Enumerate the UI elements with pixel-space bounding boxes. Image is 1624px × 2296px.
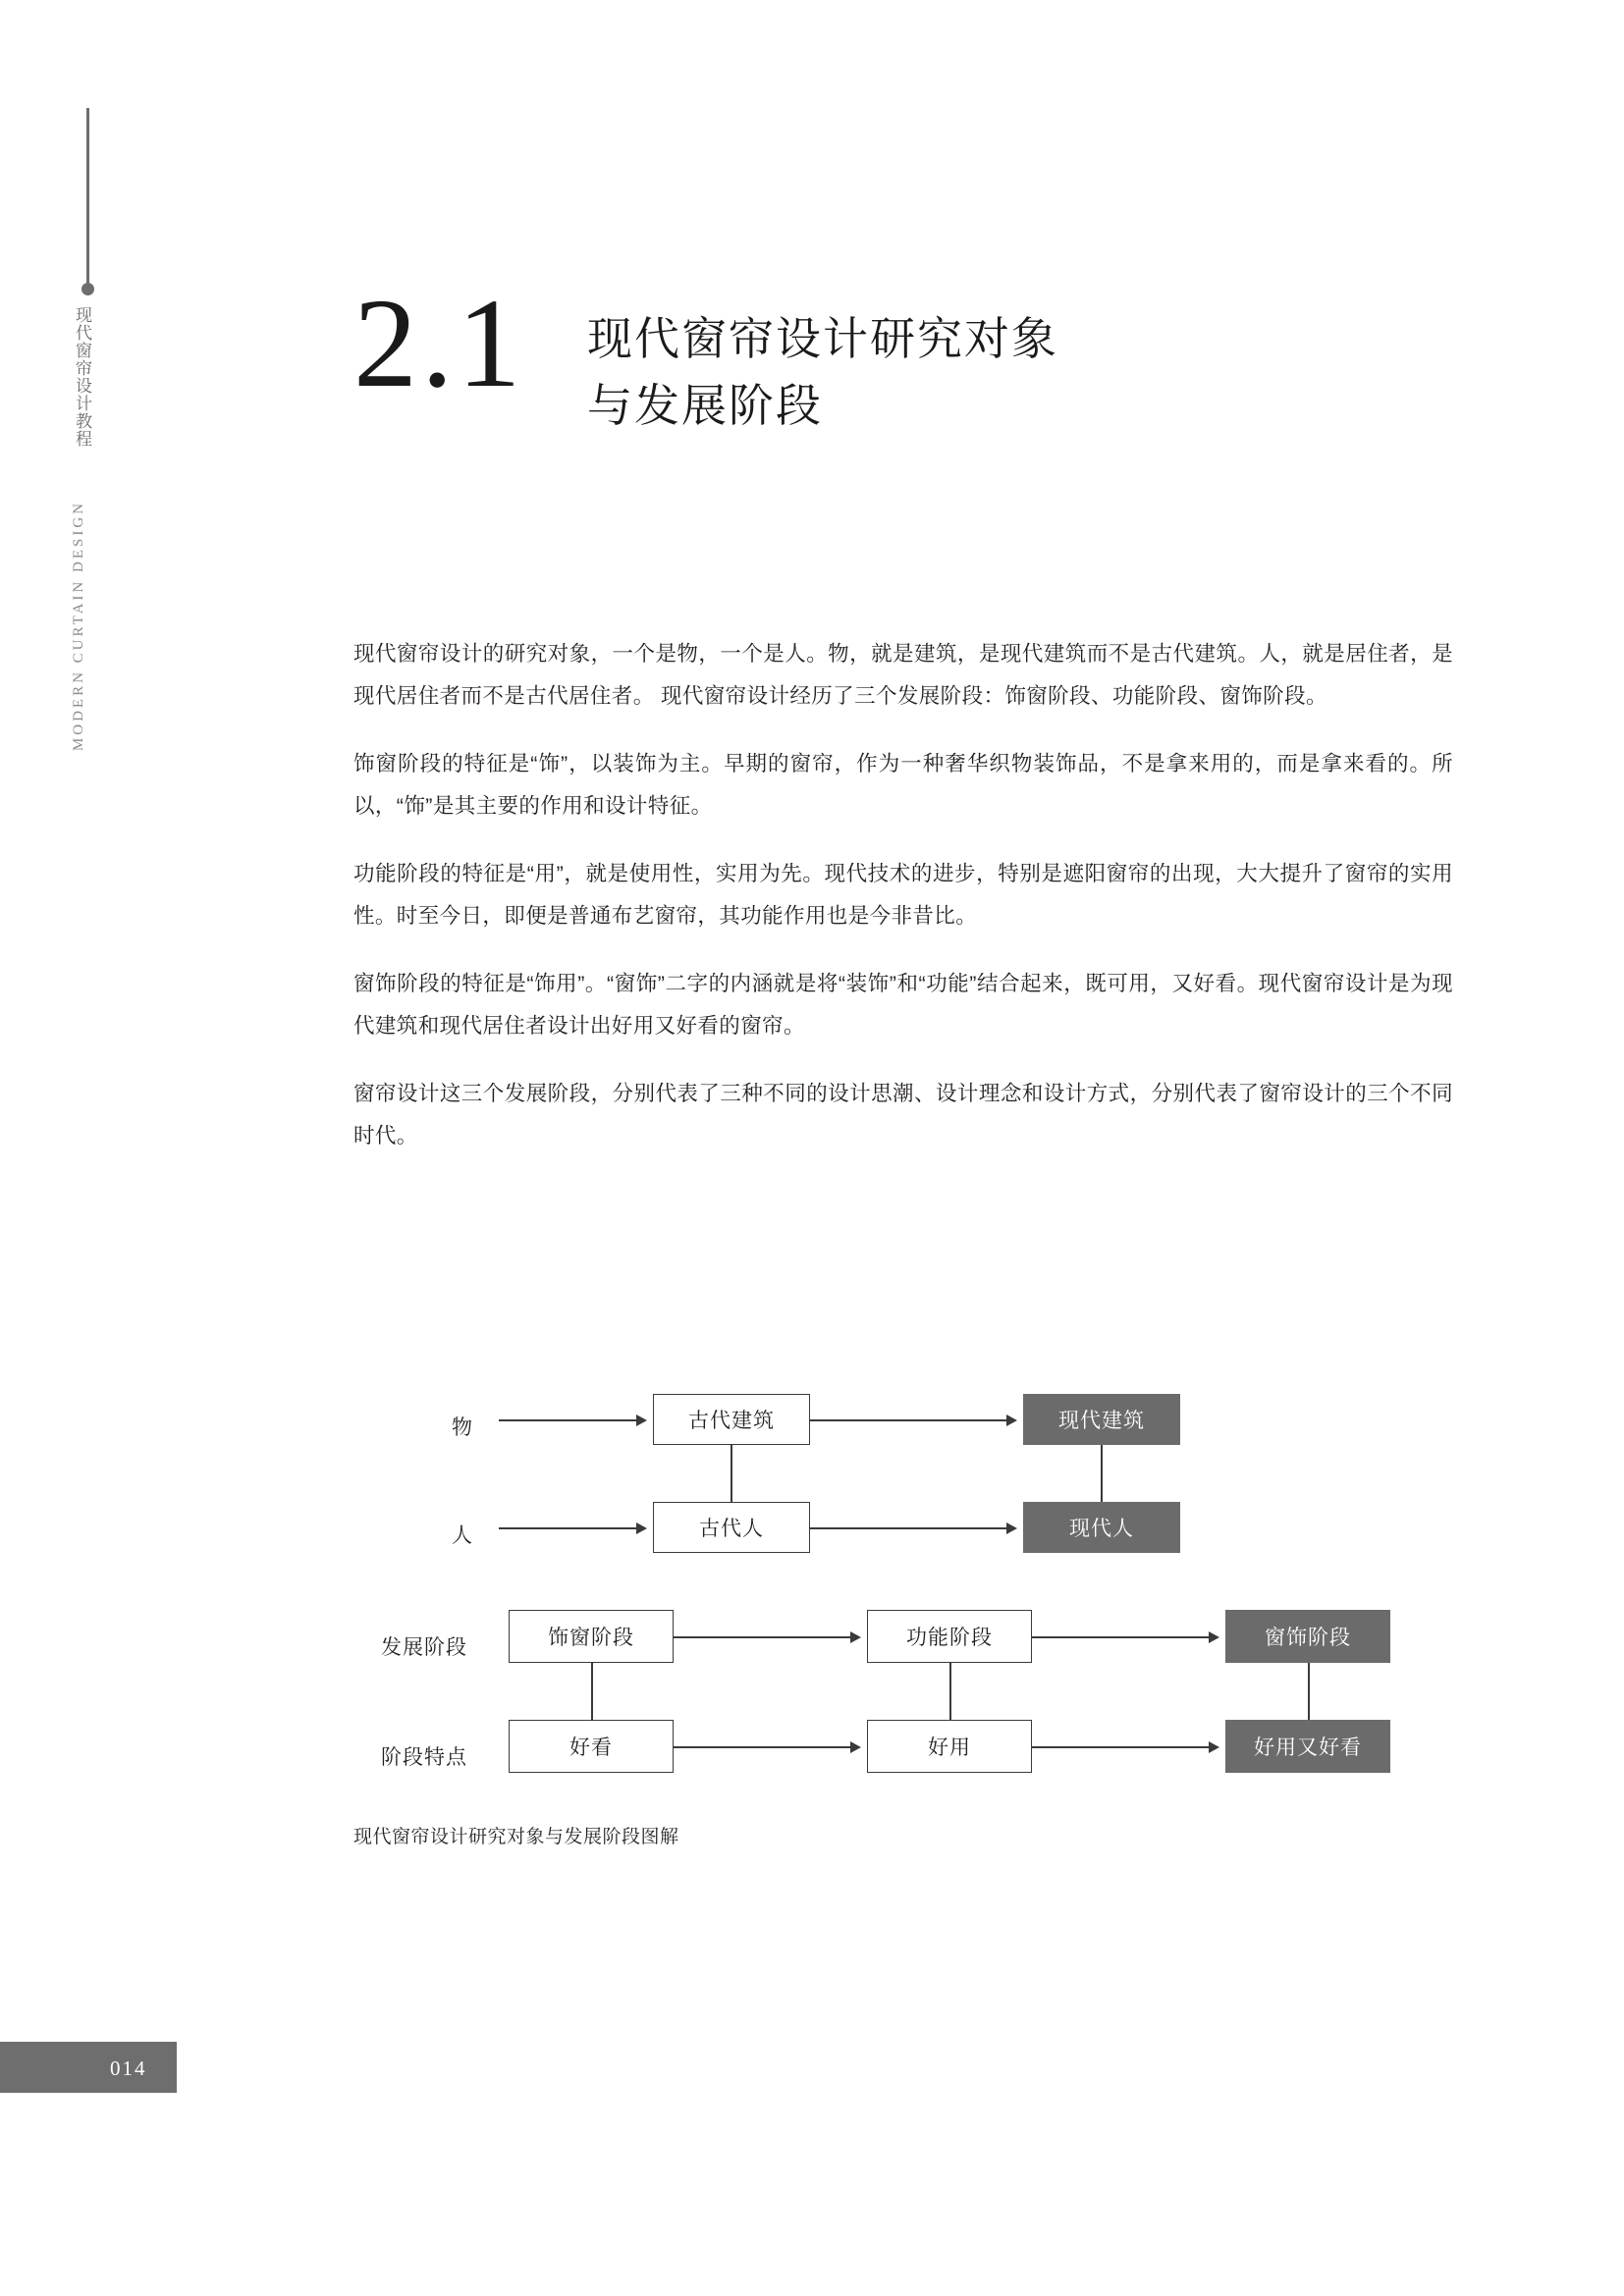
paragraph: 窗饰阶段的特征是“饰用”。“窗饰”二字的内涵就是将“装饰”和“功能”结合起来，既可用，又好看。现代窗帘设计是为现代建筑和现代居住者设计出好用又好看的窗帘。 xyxy=(353,972,1453,1038)
diagram-box-stage-3: 窗饰阶段 xyxy=(1225,1610,1390,1663)
arrow-head xyxy=(1209,1631,1219,1643)
connector xyxy=(949,1663,951,1720)
diagram-label-wu: 物 xyxy=(452,1416,473,1439)
paragraph: 窗帘设计这三个发展阶段，分别代表了三种不同的设计思潮、设计理念和设计方式，分别代表了窗帘设计的三个不同时代。 xyxy=(353,1082,1453,1148)
connector xyxy=(1308,1663,1310,1720)
page-title xyxy=(587,306,1058,440)
section-number: 2.1 xyxy=(353,273,525,414)
connector xyxy=(674,1746,850,1748)
diagram-box-modern-building: 现代建筑 xyxy=(1023,1394,1180,1445)
connector xyxy=(674,1636,850,1638)
diagram-box-stage-1: 饰窗阶段 xyxy=(509,1610,674,1663)
diagram-box-modern-person: 现代人 xyxy=(1023,1502,1180,1553)
side-rule xyxy=(86,108,89,290)
diagram-box-feature-1: 好看 xyxy=(509,1720,674,1773)
diagram-label-ren: 人 xyxy=(452,1524,473,1547)
folio-bar xyxy=(0,2042,177,2093)
arrow-head xyxy=(1209,1741,1219,1753)
body-text xyxy=(353,633,1453,1183)
side-dot xyxy=(81,283,94,295)
diagram-box-ancient-building: 古代建筑 xyxy=(653,1394,810,1445)
running-head-en: MODERN CURTAIN DESIGN xyxy=(71,501,86,752)
connector xyxy=(810,1419,1006,1421)
arrow-head xyxy=(636,1415,647,1426)
diagram-label-feature: 阶段特点 xyxy=(381,1746,467,1769)
page-title-line-1: 现代窗帘设计研究对象 xyxy=(587,314,1058,364)
diagram-box-feature-2: 好用 xyxy=(867,1720,1032,1773)
arrow-head xyxy=(850,1631,861,1643)
diagram-box-ancient-person: 古代人 xyxy=(653,1502,810,1553)
diagram-box-feature-3: 好用又好看 xyxy=(1225,1720,1390,1773)
running-head-cn: 现代窗帘设计教程 xyxy=(73,306,91,448)
arrow-head xyxy=(1006,1522,1017,1534)
connector xyxy=(499,1419,636,1421)
connector xyxy=(499,1527,636,1529)
connector xyxy=(810,1527,1006,1529)
paragraph: 功能阶段的特征是“用”，就是使用性，实用为先。现代技术的进步，特别是遮阳窗帘的出现，大大提升了窗帘的实用性。时至今日，即便是普通布艺窗帘，其功能作用也是今非昔比。 xyxy=(353,862,1453,928)
page-number: 014 xyxy=(110,2056,147,2080)
connector xyxy=(731,1445,732,1502)
diagram-caption: 现代窗帘设计研究对象与发展阶段图解 xyxy=(353,1827,679,1847)
connector xyxy=(591,1663,593,1720)
arrow-head xyxy=(850,1741,861,1753)
paragraph: 现代窗帘设计的研究对象，一个是物，一个是人。物，就是建筑，是现代建筑而不是古代建筑。人，就是居住者，是现代居住者而不是古代居住者。 现代窗帘设计经历了三个发展阶段：饰窗阶段、功能阶段、窗饰阶段。 xyxy=(353,642,1453,708)
connector xyxy=(1032,1636,1209,1638)
paragraph: 饰窗阶段的特征是“饰”，以装饰为主。早期的窗帘，作为一种奢华织物装饰品，不是拿来用的，而是拿来看的。所以，“饰”是其主要的作用和设计特征。 xyxy=(353,752,1453,818)
arrow-head xyxy=(1006,1415,1017,1426)
diagram-box-stage-2: 功能阶段 xyxy=(867,1610,1032,1663)
connector xyxy=(1101,1445,1103,1502)
connector xyxy=(1032,1746,1209,1748)
diagram-label-stage: 发展阶段 xyxy=(381,1636,467,1659)
arrow-head xyxy=(636,1522,647,1534)
page-title-line-2: 与发展阶段 xyxy=(587,381,823,431)
diagram xyxy=(353,1364,1453,1855)
